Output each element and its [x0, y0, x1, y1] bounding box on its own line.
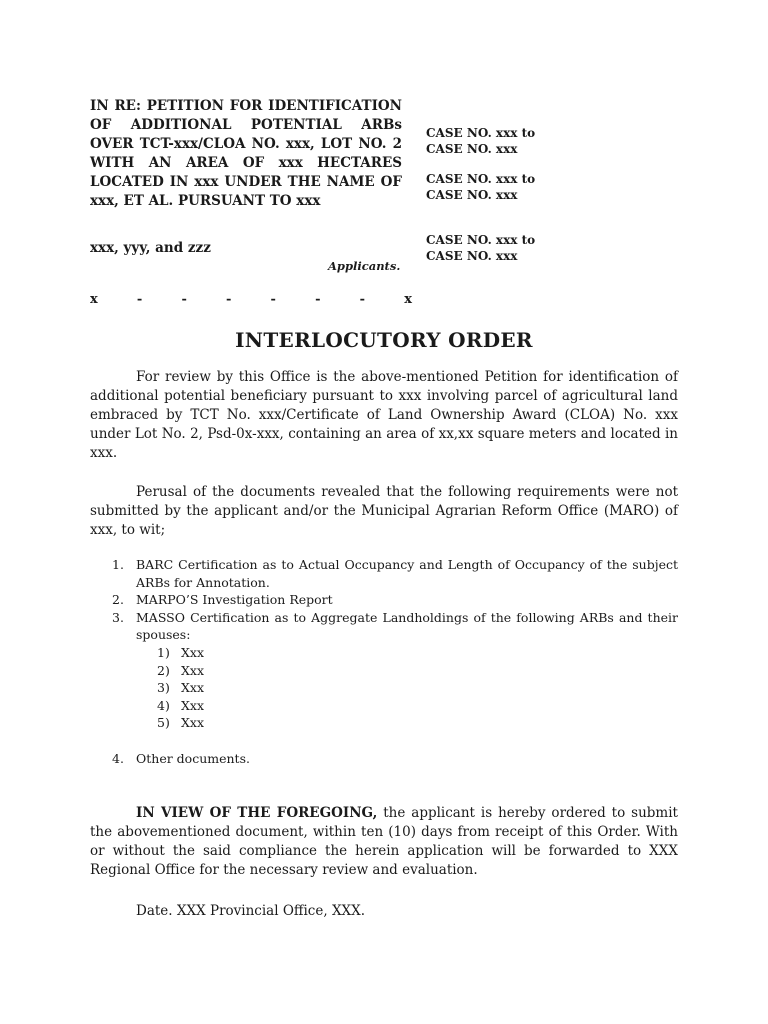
list-number: 3. — [112, 609, 124, 625]
list-item — [157, 679, 204, 697]
list-text: MARPO’S Investigation Report — [136, 592, 333, 607]
list-item — [157, 644, 204, 662]
case-number-line: CASE NO. xxx — [426, 248, 518, 263]
list-number: 2) — [157, 662, 170, 678]
case-number-line: CASE NO. xxx — [426, 187, 518, 202]
separator-mark: x — [90, 292, 98, 307]
separator-mark: - — [136, 292, 143, 307]
separator-mark: - — [181, 292, 187, 307]
list-number: 2. — [112, 592, 124, 607]
list-item — [112, 556, 678, 591]
list-number: 1. — [112, 557, 124, 572]
paragraph-order — [90, 804, 678, 880]
applicant-names: xxx, yyy, and zzz — [90, 240, 211, 256]
paragraph-text: the applicant is hereby ordered to submit the abovementioned document, within ten (10) days from receipt of this Order. With or without the said compliance the herein application will be forwarded to XXX Regional Office for the necessary review and evaluation. — [90, 805, 678, 878]
list-text: Other documents. — [136, 751, 250, 766]
list-item — [157, 714, 204, 732]
case-number-block-2 — [426, 172, 626, 203]
list-number: 1) — [157, 645, 170, 660]
case-number-line: CASE NO. xxx to — [426, 233, 536, 247]
list-text: Xxx — [181, 715, 204, 730]
list-number: 5) — [157, 715, 170, 730]
list-item — [112, 609, 678, 644]
list-text: MASSO Certification as to Aggregate Landholdings of the following ARBs and their spouses: — [136, 609, 678, 642]
paragraph-lead: IN VIEW OF THE FOREGOING, — [136, 805, 378, 821]
caption-separator — [90, 292, 412, 307]
paragraph-text: For review by this Office is the above-mentioned Petition for identification of additional potential beneficiary pursuant to xxx involving parcel of agricultural land embraced by TCT No. xxx/Certificate of Land Ownership Award (CLOA) No. xxx under Lot No. 2, Psd-0x-xxx, containing an area of xx,xx square meters and located in xxx. — [90, 369, 678, 461]
list-number: 3) — [157, 680, 170, 695]
case-number-block-3 — [426, 233, 626, 264]
list-text: Xxx — [181, 697, 204, 713]
case-number-line: CASE NO. xxx — [426, 141, 518, 156]
case-number-block-1 — [426, 126, 626, 157]
requirements-list — [112, 556, 678, 644]
date-line — [90, 902, 678, 921]
list-number: 4. — [112, 751, 124, 766]
separator-mark: - — [226, 292, 232, 307]
separator-mark: - — [315, 292, 321, 307]
paragraph-text: Perusal of the documents revealed that the following requirements were not submitted by the applicant and/or the Municipal Agrarian Reform Office (MARO) of xxx, to wit; — [90, 484, 678, 538]
case-caption: IN RE: PETITION FOR IDENTIFICATION OF ADDITIONAL POTENTIAL ARBs OVER TCT-xxx/CLOA NO. xxx, LOT NO. 2 WITH AN AREA OF xxx HECTARES LOCATED IN xxx UNDER THE NAME OF xxx, ET AL. PURSUANT TO xxx — [90, 98, 402, 209]
date-text: Date. XXX Provincial Office, XXX. — [136, 903, 366, 919]
case-number-line: CASE NO. xxx to — [426, 126, 536, 140]
separator-mark: x — [404, 292, 412, 307]
list-text: Xxx — [181, 662, 204, 678]
list-text: Xxx — [181, 645, 204, 660]
list-item — [112, 750, 678, 768]
separator-mark: - — [270, 292, 276, 307]
paragraph-perusal — [90, 483, 678, 540]
case-number-line: CASE NO. xxx to — [426, 172, 536, 186]
list-item — [157, 662, 204, 680]
list-text: Xxx — [181, 680, 204, 695]
document-title: INTERLOCUTORY ORDER — [235, 328, 533, 352]
list-item — [157, 697, 204, 715]
arb-sublist — [157, 644, 204, 732]
applicants-label: Applicants. — [328, 259, 401, 273]
separator-mark: - — [359, 292, 366, 307]
requirements-list-continued — [112, 750, 678, 768]
list-text: BARC Certification as to Actual Occupancy and Length of Occupancy of the subject ARBs for Annotation. — [136, 557, 678, 590]
list-number: 4) — [157, 697, 170, 713]
list-item — [112, 591, 678, 609]
paragraph-review — [90, 368, 678, 463]
